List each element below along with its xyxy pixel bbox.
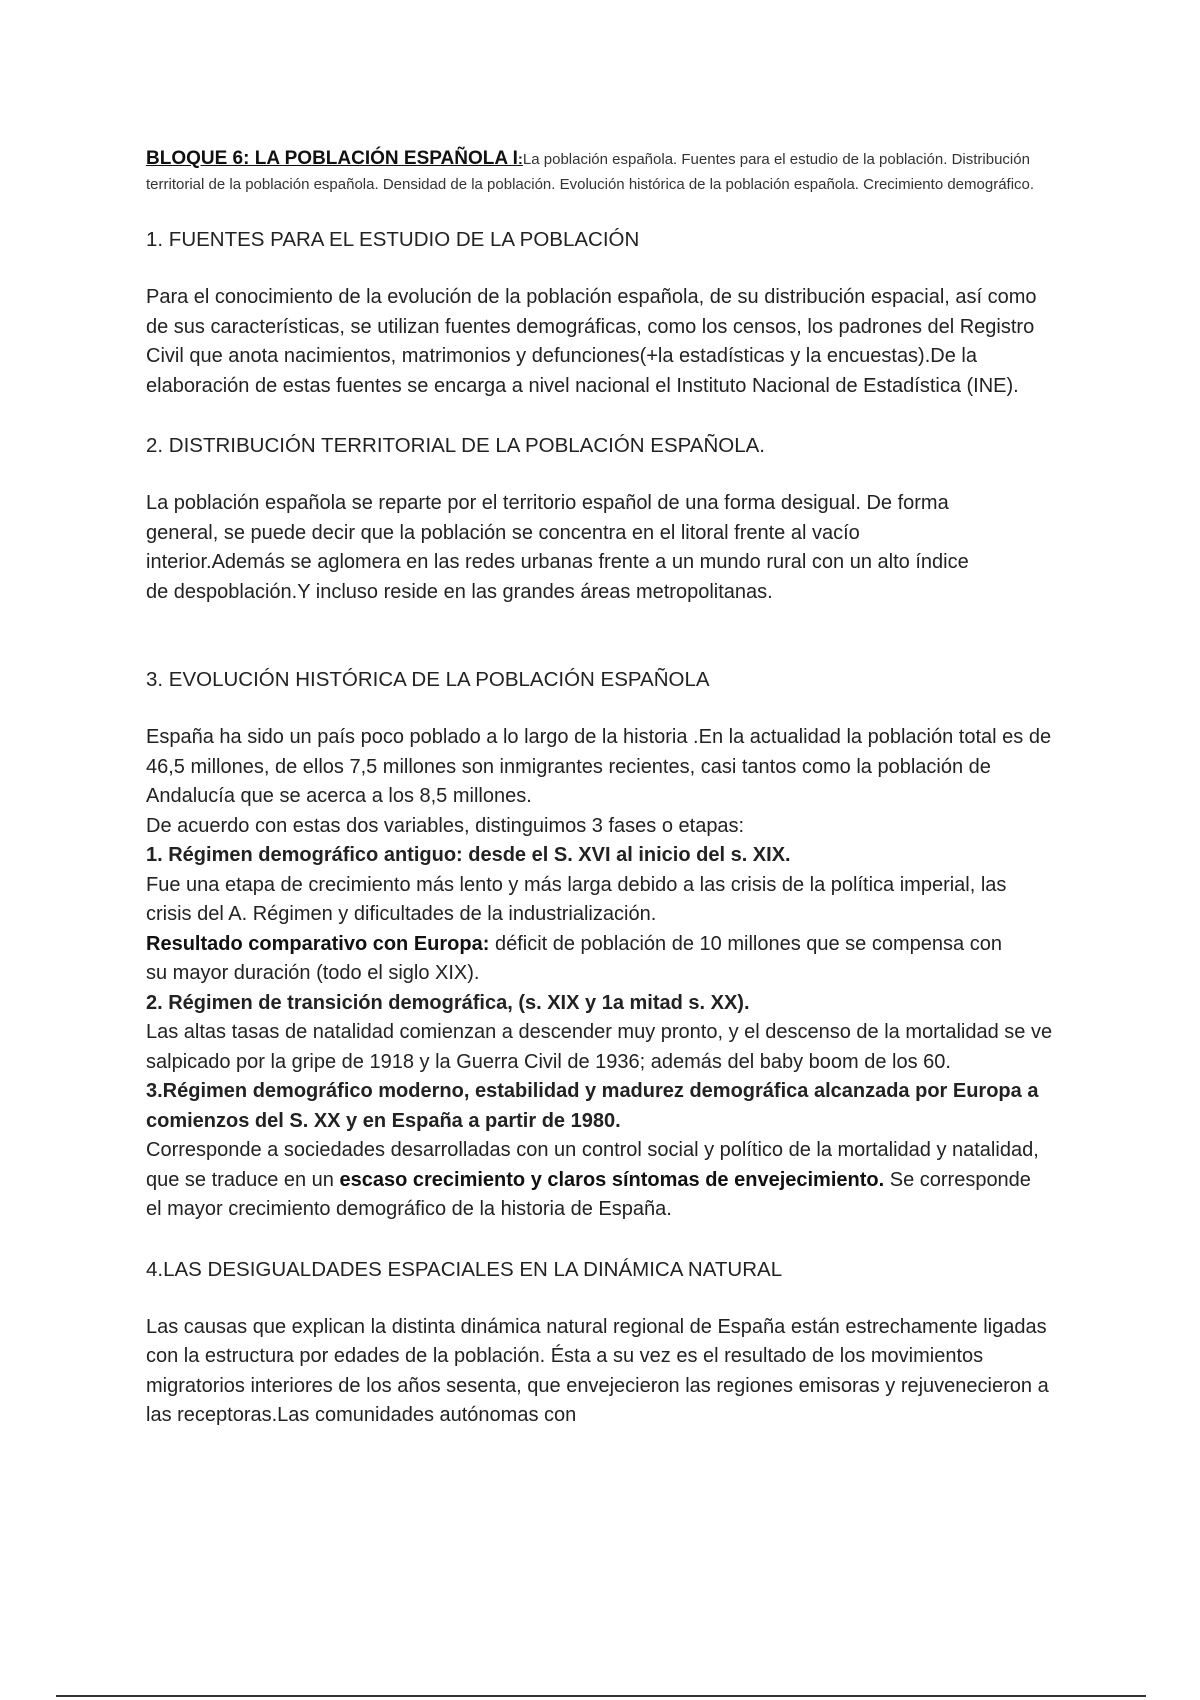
document-page	[146, 146, 1066, 1431]
document-header	[146, 146, 1046, 197]
phase-2-text: Las altas tasas de natalidad comienzan a descender muy pronto, y el descenso de la mortalidad se ve salpicado por la gripe de 1918 y la Guerra Civil de 1936; además del baby boom de los 60.	[146, 1021, 1053, 1073]
phase-1-result-text: déficit de población de 10 millones que se compensa con su mayor duración (todo el siglo XIX).	[146, 932, 1002, 984]
section-3-intro: España ha sido un país poco poblado a lo largo de la historia .En la actualidad la población total es de 46,5 millones, de ellos 7,5 millones son inmigrantes recientes, casi tantos como la población de Andalucía que se acerca a los 8,5 millones.	[146, 726, 1052, 807]
phase-1-result	[146, 930, 1016, 989]
section-4-paragraph: Las causas que explican la distinta dinámica natural regional de España están estrechamente ligadas con la estructura por edades de la población. Ésta a su vez es el resultado de los movimientos migratorios interiores de los años sesenta, que envejecieron las regiones emisoras y rejuvenecieron a las receptoras.Las comunidades autónomas con	[146, 1315, 1049, 1426]
section-1-title: 1. FUENTES PARA EL ESTUDIO DE LA POBLACIÓN	[146, 228, 640, 251]
page-bottom-divider	[56, 1695, 1146, 1697]
phase-3-text	[146, 1136, 1051, 1225]
phase-1-result-label: Resultado comparativo con Europa:	[146, 932, 490, 955]
section-3-title: 3. EVOLUCIÓN HISTÓRICA DE LA POBLACIÓN ESPAÑOLA	[146, 668, 710, 691]
phase-1-title: 1. Régimen demográfico antiguo: desde el S. XVI al inicio del s. XIX.	[146, 844, 791, 866]
section-2-paragraph: La población española se reparte por el territorio español de una forma desigual. De forma general, se puede decir que la población se concentra en el litoral frente al vacío interior.Además se aglomera en las redes urbanas frente a un mundo rural con un alto índice de despoblación.Y incluso reside en las grandes áreas metropolitanas.	[146, 492, 969, 603]
bloque-title: BLOQUE 6: LA POBLACIÓN ESPAÑOLA I	[146, 148, 518, 169]
bloque-title-separator: :	[517, 151, 523, 168]
section-3-intro-2: De acuerdo con estas dos variables, distinguimos 3 fases o etapas:	[146, 814, 745, 837]
section-2-title: 2. DISTRIBUCIÓN TERRITORIAL DE LA POBLACIÓN ESPAÑOLA.	[146, 434, 765, 457]
phase-3-text-a: Corresponde a sociedades desarrolladas con un control social y político de la mortalidad y natalidad, que se traduce en un	[146, 1139, 1039, 1191]
section-4-title: 4.LAS DESIGUALDADES ESPACIALES EN LA DINÁMICA NATURAL	[146, 1257, 783, 1281]
phase-3-text-bold: escaso crecimiento y claros síntomas de envejecimiento.	[339, 1168, 885, 1191]
phase-2-title: 2. Régimen de transición demográfica, (s. XIX y 1a mitad s. XX).	[146, 991, 750, 1014]
section-1-paragraph: Para el conocimiento de la evolución de la población española, de su distribución espacial, así como de sus características, se utilizan fuentes demográficas, como los censos, los padrones del Registro Civil que anota nacimientos, matrimonios y defunciones(+la estadísticas y la encuestas).De la elaboración de estas fuentes se encarga a nivel nacional el Instituto Nacional de Estadística (INE).	[146, 286, 1037, 397]
bloque-subtitle: La población española. Fuentes para el estudio de la población. Distribución territorial de la población española. Densidad de la población. Evolución histórica de la población española. Crecimiento demográfico.	[146, 151, 1035, 193]
phase-3-text-b: Se corresponde el mayor crecimiento demográfico de la historia de España.	[146, 1168, 1031, 1220]
phase-3-title: 3.Régimen demográfico moderno, estabilidad y madurez demográfica alcanzada por Europa a comienzos del S. XX y en España a partir de 1980.	[146, 1080, 1039, 1132]
phase-1-text: Fue una etapa de crecimiento más lento y más larga debido a las crisis de la política imperial, las crisis del A. Régimen y dificultades de la industrialización.	[146, 873, 1007, 925]
